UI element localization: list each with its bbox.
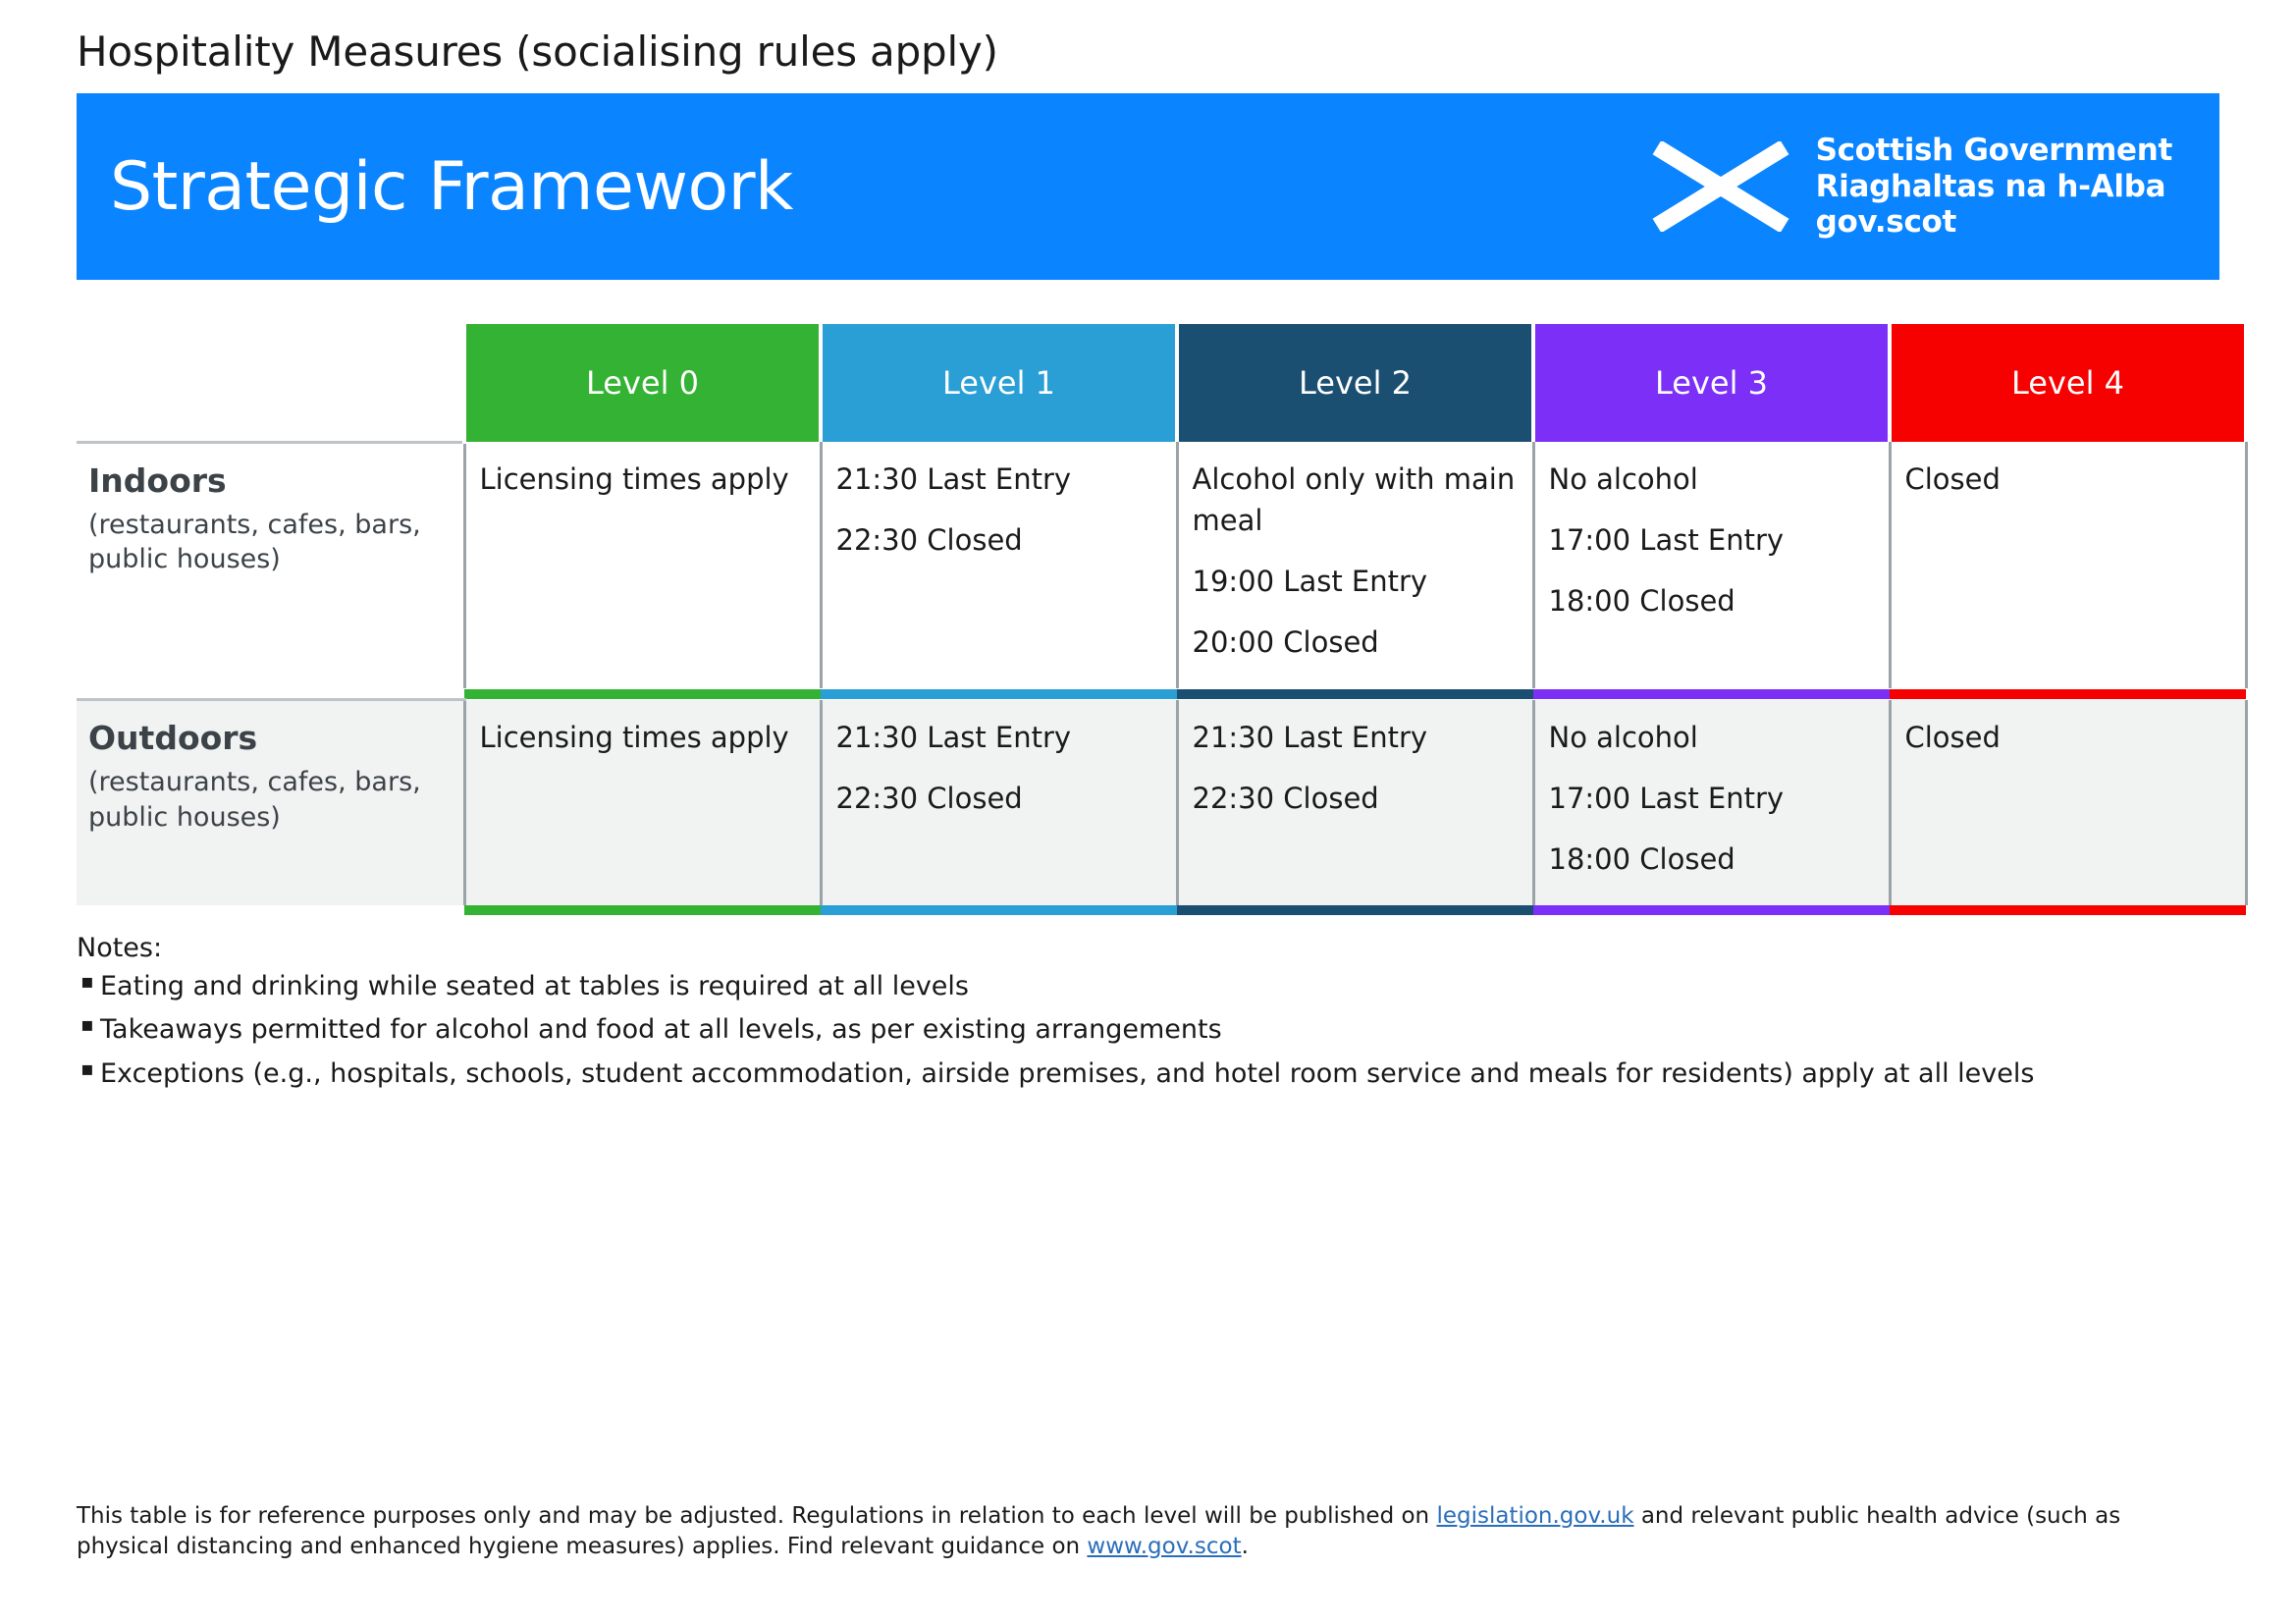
bottom-band-level-3 (1533, 905, 1890, 915)
hospitality-measures-table (77, 324, 2248, 915)
legislation-link[interactable]: legislation.gov.uk (1436, 1502, 1634, 1529)
divider-spacer (77, 688, 464, 700)
levels-table-wrapper (77, 324, 2219, 915)
cell-indoors-level-4 (1890, 442, 2246, 688)
list-item: ▪ Exceptions (e.g., hospitals, schools, student accommodation, airside premises, and hotel room service and meals for residents) apply at all levels (77, 1056, 2219, 1092)
government-branding (1647, 133, 2172, 241)
cell-line: 21:30 Last Entry (1192, 720, 1428, 754)
cell-outdoors-level-2 (1177, 700, 1533, 905)
cell-line: 21:30 Last Entry (835, 462, 1072, 496)
row-divider-bands-1 (77, 688, 2246, 700)
divider-band-level-0 (464, 688, 821, 700)
cell-line: 22:30 Closed (835, 781, 1023, 815)
cell-line: Licensing times apply (479, 462, 789, 496)
cell-line: 22:30 Closed (835, 523, 1023, 558)
row-subtitle: (restaurants, cafes, bars, public houses) (88, 767, 421, 833)
column-header-level-2: Level 2 (1177, 324, 1533, 442)
table-row (77, 442, 2246, 688)
cell-line: 20:00 Closed (1192, 625, 1379, 660)
list-item: ▪ Eating and drinking while seated at tables is required at all levels (77, 969, 2219, 1004)
cell-line: Licensing times apply (479, 720, 789, 754)
divider-band-level-1 (821, 688, 1177, 700)
column-header-level-1: Level 1 (821, 324, 1177, 442)
cell-line: 19:00 Last Entry (1192, 565, 1428, 599)
column-header-level-0: Level 0 (464, 324, 821, 442)
footer-disclaimer (77, 1501, 2219, 1563)
brand-line-2: Riaghaltas na h-Alba (1815, 168, 2166, 204)
column-header-level-4: Level 4 (1890, 324, 2246, 442)
cell-indoors-level-0 (464, 442, 821, 688)
cell-line: 22:30 Closed (1192, 781, 1379, 815)
notes-list (77, 969, 2219, 1092)
table-corner-cell (77, 324, 464, 442)
cell-line: Alcohol only with main meal (1192, 462, 1516, 538)
row-title: Indoors (88, 460, 227, 500)
list-item: ▪ Takeaways permitted for alcohol and food at all levels, as per existing arrangements (77, 1012, 2219, 1048)
brand-line-3: gov.scot (1815, 204, 1957, 241)
cell-indoors-level-2 (1177, 442, 1533, 688)
divider-band-level-3 (1533, 688, 1890, 700)
bottom-band-level-1 (821, 905, 1177, 915)
row-divider-bands-2 (77, 905, 2246, 915)
cell-line: 18:00 Closed (1548, 841, 1735, 876)
header-banner (77, 93, 2219, 280)
brand-text (1816, 133, 2172, 241)
cell-indoors-level-3 (1533, 442, 1890, 688)
notes-section (77, 933, 2219, 1092)
divider-band-level-2 (1177, 688, 1533, 700)
notes-label: Notes: (77, 932, 163, 963)
bottom-band-level-2 (1177, 905, 1533, 915)
cell-outdoors-level-4 (1890, 700, 2246, 905)
cell-line: Closed (1904, 720, 2001, 754)
page-title: Hospitality Measures (socialising rules apply) (77, 27, 998, 76)
divider-spacer (77, 905, 464, 915)
cell-outdoors-level-0 (464, 700, 821, 905)
table-row (77, 700, 2246, 905)
cell-line: 18:00 Closed (1548, 584, 1735, 619)
bottom-band-level-4 (1890, 905, 2246, 915)
saltire-flag-icon (1647, 141, 1794, 232)
brand-line-1: Scottish Government (1815, 133, 2172, 169)
row-title: Outdoors (88, 719, 258, 758)
row-header-indoors (77, 442, 464, 688)
cell-indoors-level-1 (821, 442, 1177, 688)
cell-line: 17:00 Last Entry (1548, 523, 1785, 558)
row-subtitle: (restaurants, cafes, bars, public houses) (88, 509, 421, 575)
bottom-band-level-0 (464, 905, 821, 915)
cell-outdoors-level-1 (821, 700, 1177, 905)
cell-outdoors-level-3 (1533, 700, 1890, 905)
cell-line: Closed (1904, 462, 2001, 496)
table-header-row (77, 324, 2246, 442)
column-header-level-3: Level 3 (1533, 324, 1890, 442)
cell-line: No alcohol (1548, 720, 1698, 754)
cell-line: 21:30 Last Entry (835, 720, 1072, 754)
divider-band-level-4 (1890, 688, 2246, 700)
footer-text-3: . (1241, 1534, 1249, 1560)
banner-title: Strategic Framework (110, 147, 793, 226)
footer-text-2: and relevant public health advice (such as physical distancing and enhanced hygiene measures) applies. Find relevant guidance on (77, 1502, 2121, 1560)
row-header-outdoors (77, 700, 464, 905)
footer-text-1: This table is for reference purposes only and may be adjusted. Regulations in relation to each level will be published on (77, 1502, 1437, 1529)
cell-line: 17:00 Last Entry (1548, 781, 1785, 815)
govscot-link[interactable]: www.gov.scot (1087, 1534, 1242, 1560)
cell-line: No alcohol (1548, 462, 1698, 496)
